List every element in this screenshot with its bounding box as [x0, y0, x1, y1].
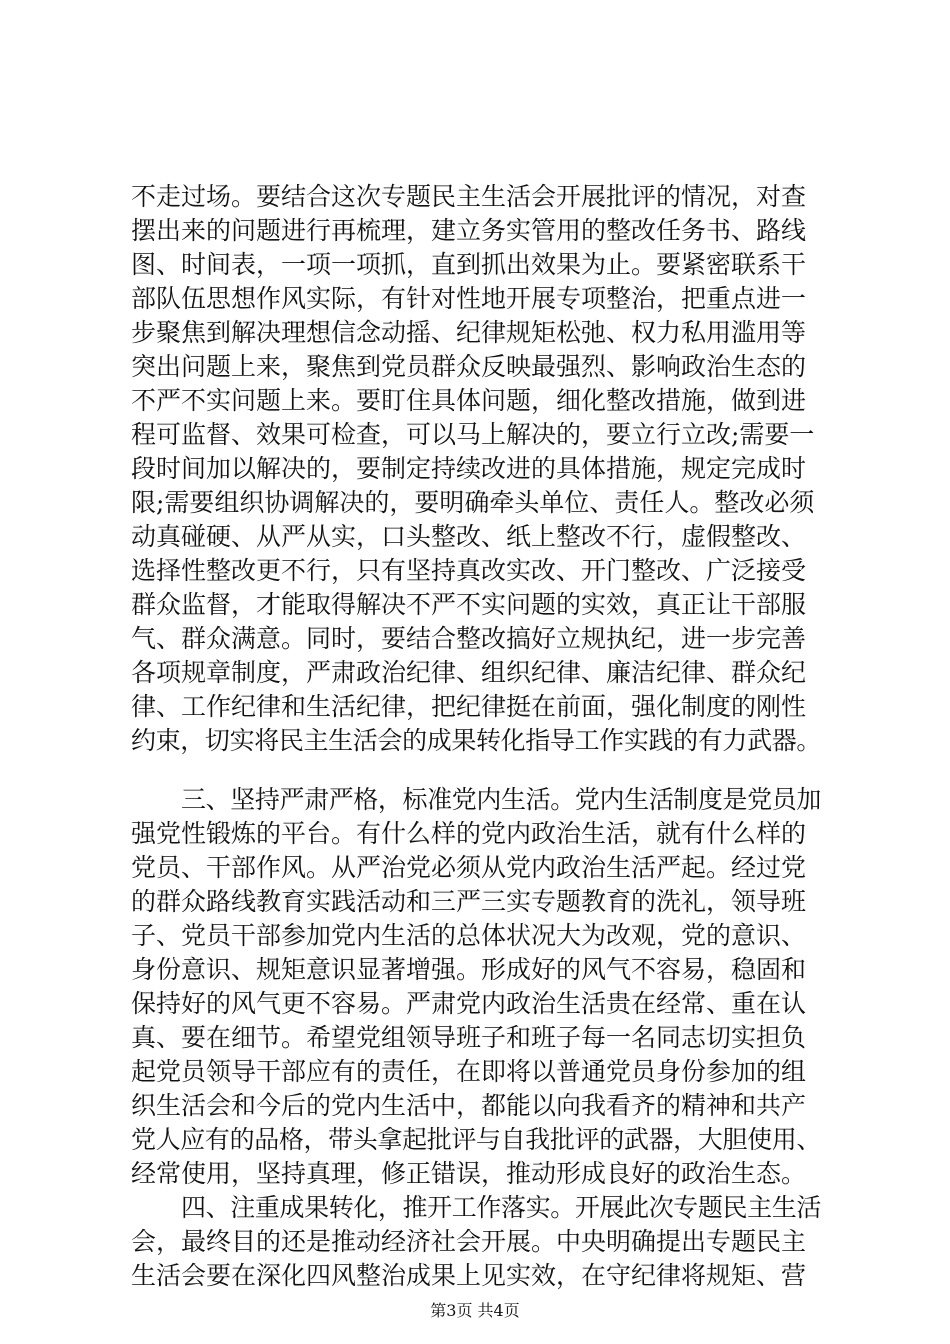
- section-four-first-line: 四、注重成果转化，推开工作落实。开展此次专题民主生活: [181, 1193, 822, 1222]
- paragraph-line: 动真碰硬、从严从实，口头整改、纸上整改不行，虚假整改、: [131, 522, 807, 551]
- paragraph-line: 身份意识、规矩意识显著增强。形成好的风气不容易，稳固和: [131, 955, 807, 984]
- paragraph-line: 群众监督，才能取得解决不严不实问题的实效，真正让干部服: [131, 590, 807, 619]
- paragraph-line: 会，最终目的还是推动经济社会开展。中央明确提出专题民主: [131, 1227, 807, 1256]
- paragraph-line: 图、时间表，一项一项抓，直到抓出效果为止。要紧密联系干: [131, 250, 807, 279]
- paragraph-line: 不严不实问题上来。要盯住具体问题，细化整改措施，做到进: [131, 386, 807, 415]
- paragraph-line: 各项规章制度，严肃政治纪律、组织纪律、廉洁纪律、群众纪: [131, 658, 807, 687]
- paragraph-line: 强党性锻炼的平台。有什么样的党内政治生活，就有什么样的: [131, 819, 807, 848]
- paragraph-line: 部队伍思想作风实际，有针对性地开展专项整治，把重点进一: [131, 284, 807, 313]
- paragraph-line: 党员、干部作风。从严治党必须从党内政治生活严起。经过党: [131, 853, 807, 882]
- paragraph-line: 气、群众满意。同时，要结合整改搞好立规执纪，进一步完善: [131, 624, 807, 653]
- paragraph-line: 摆出来的问题进行再梳理，建立务实管用的整改任务书、路线: [131, 216, 807, 245]
- paragraph-line: 生活会要在深化四风整治成果上见实效，在守纪律将规矩、营: [131, 1261, 807, 1290]
- paragraph-line: 不走过场。要结合这次专题民主生活会开展批评的情况，对查: [131, 182, 807, 211]
- paragraph-line: 程可监督、效果可检查，可以马上解决的，要立行立改;需要一: [131, 420, 815, 449]
- page-footer: 第3页 共4页: [430, 1301, 520, 1320]
- paragraph-line: 子、党员干部参加党内生活的总体状况大为改观，党的意识、: [131, 921, 807, 950]
- paragraph-line: 党人应有的品格，带头拿起批评与自我批评的武器，大胆使用、: [131, 1125, 822, 1154]
- paragraph-line: 织生活会和今后的党内生活中，都能以向我看齐的精神和共产: [131, 1091, 807, 1120]
- section-three-first-line: 三、坚持严肃严格，标准党内生活。党内生活制度是党员加: [181, 785, 822, 814]
- paragraph-line: 约束，切实将民主生活会的成果转化指导工作实践的有力武器。: [131, 726, 822, 755]
- paragraph-line: 突出问题上来，聚焦到党员群众反映最强烈、影响政治生态的: [131, 352, 807, 381]
- paragraph-line: 保持好的风气更不容易。严肃党内政治生活贵在经常、重在认: [131, 989, 807, 1018]
- paragraph-line: 律、工作纪律和生活纪律，把纪律挺在前面，强化制度的刚性: [131, 692, 807, 721]
- paragraph-line: 选择性整改更不行，只有坚持真改实改、开门整改、广泛接受: [131, 556, 807, 585]
- paragraph-line: 的群众路线教育实践活动和三严三实专题教育的洗礼，领导班: [131, 887, 807, 916]
- paragraph-line: 限;需要组织协调解决的，要明确牵头单位、责任人。整改必须: [131, 488, 815, 517]
- paragraph-line: 真、要在细节。希望党组领导班子和班子每一名同志切实担负: [131, 1023, 807, 1052]
- paragraph-line: 段时间加以解决的，要制定持续改进的具体措施，规定完成时: [131, 454, 807, 483]
- paragraph-line: 经常使用，坚持真理，修正错误，推动形成良好的政治生态。: [131, 1159, 807, 1188]
- paragraph-line: 起党员领导干部应有的责任，在即将以普通党员身份参加的组: [131, 1057, 807, 1086]
- paragraph-line: 步聚焦到解决理想信念动摇、纪律规矩松弛、权力私用滥用等: [131, 318, 807, 347]
